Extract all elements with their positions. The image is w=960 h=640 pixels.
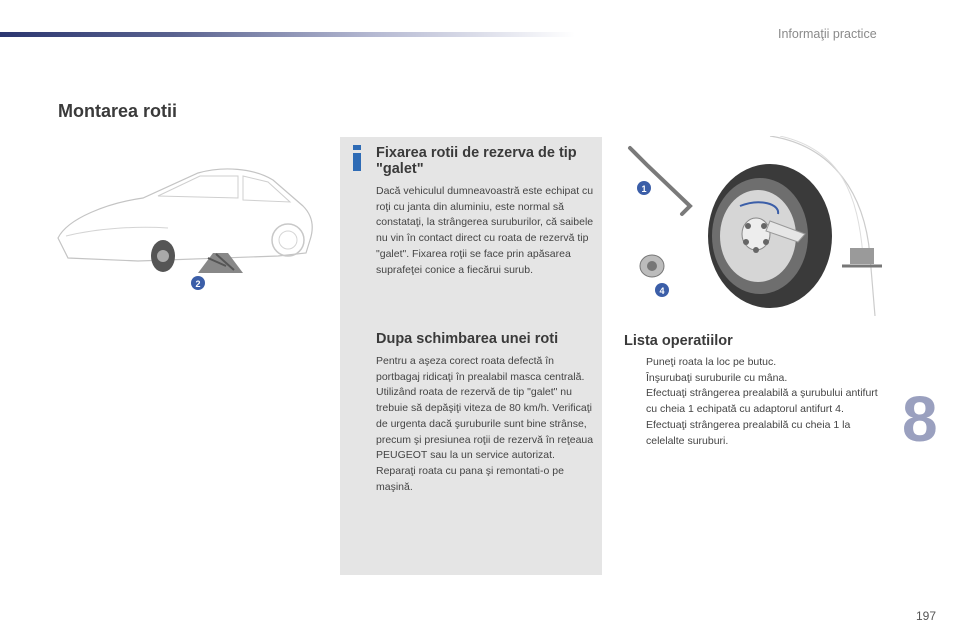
header-gradient-bar (0, 32, 575, 37)
galet-text: Dacă vehiculul dumneavoastră este echipat cu roţi cu janta din aluminiu, este normal să constataţi, la strângerea suruburilor, că saibele nu vin în contact direct cu roata de rezervă tip "galet". Fixarea roţii se face prin apăsarea suprafeţei conice a fiecărui surub. (376, 185, 594, 276)
info-box (340, 137, 602, 575)
operation-step: Înşurubaţi suruburile cu mâna. (646, 371, 788, 384)
callout-1-label: 1 (641, 184, 647, 194)
callout-2-label: 2 (195, 279, 201, 289)
info-icon (351, 145, 363, 171)
wheel-illustration (620, 136, 900, 316)
after-change-text: Pentru a aşeza corect roata defectă în portbagaj ridicaţi în prealabil masca centrală. Utilizând roata de rezervă de tip "galet" nu trebuie să depăşiţi viteza de 80 km/h. Verificaţi de urgenta dacă şuruburile sunt bine strânse, precum şi presiunea roţii de rezervă în reţeaua PEUGEOT sau la un service autorizat. Reparaţi roata cu pana şi remontati-o pe maşină. (376, 355, 594, 493)
operations-title: Lista operatiilor (624, 333, 733, 349)
galet-heading: Fixarea rotii de rezerva de tip "galet" (376, 145, 577, 177)
operation-step: Puneţi roata la loc pe butuc. (646, 356, 777, 368)
callout-4-label: 4 (659, 286, 665, 296)
operation-step: Efectuaţi strângerea prealabilă a şurubului antifurt cu cheia 1 echipată cu adaptorul antifurt 4. (646, 387, 878, 416)
operation-step: Efectuaţi strângerea prealabilă cu cheia 1 la celelalte suruburi. (646, 418, 851, 447)
page-number: 197 (916, 609, 937, 623)
operations-list (624, 355, 886, 449)
car-illustration (48, 158, 318, 298)
chapter-number: 8 (902, 383, 938, 455)
page-title: Montarea rotii (58, 101, 178, 121)
after-change-heading: Dupa schimbarea unei roti (376, 331, 559, 347)
section-title: Informaţii practice (778, 27, 877, 41)
